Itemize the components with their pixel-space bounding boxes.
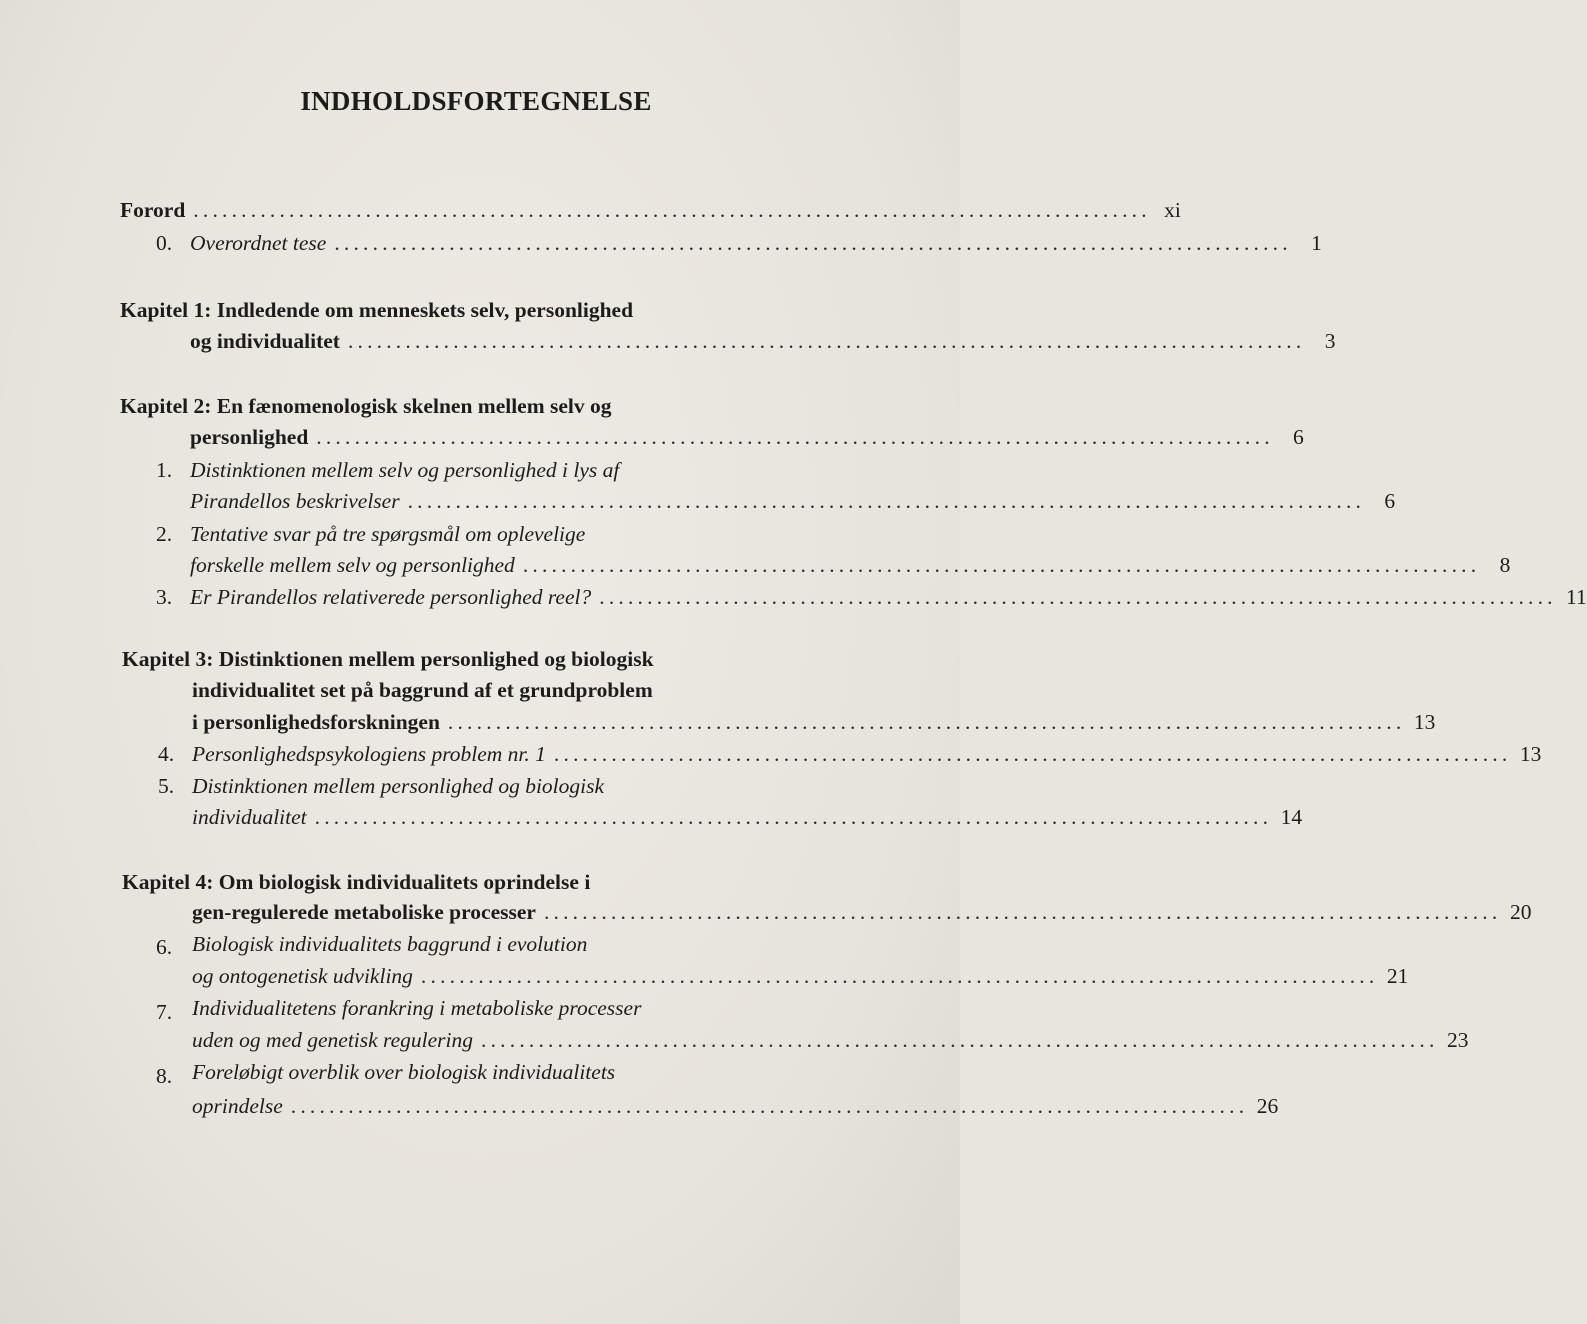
dot-leader: .................................................................................................... bbox=[543, 900, 1502, 924]
toc-chapter-title-line3: i personlighedsforskningen bbox=[192, 710, 440, 734]
toc-entry-label-line1: Distinktionen mellem selv og personlighed i lys af bbox=[190, 458, 620, 482]
toc-page-number: 13 bbox=[1519, 742, 1542, 766]
dot-leader: .................................................................................................... bbox=[347, 329, 1306, 353]
toc-entry-label-line2: oprindelse bbox=[192, 1094, 283, 1118]
dot-leader: .................................................................................................... bbox=[553, 742, 1512, 766]
toc-chapter-title-line1: Kapitel 3: Distinktionen mellem personlighed og biologisk bbox=[122, 647, 654, 671]
toc-chapter-3[interactable] bbox=[122, 645, 830, 673]
toc-entry-label-line1: Biologisk individualitets baggrund i evolution bbox=[192, 932, 588, 956]
toc-chapter-title-line1: Kapitel 4: Om biologisk individualitets oprindelse i bbox=[122, 870, 591, 894]
dot-leader: .................................................................................................... bbox=[420, 964, 1379, 988]
toc-entry-1-line2[interactable] bbox=[190, 487, 1396, 515]
toc-entry-label-line1: Individualitetens forankring i metaboliske processer bbox=[192, 996, 642, 1020]
toc-page-number: 21 bbox=[1386, 964, 1409, 988]
toc-chapter-1-line2[interactable] bbox=[190, 327, 1336, 355]
toc-page-number: 13 bbox=[1413, 710, 1436, 734]
toc-entry-forord[interactable] bbox=[120, 196, 1181, 224]
toc-entry-7[interactable] bbox=[192, 994, 830, 1022]
toc-entry-number: 8. bbox=[156, 1064, 173, 1088]
dot-leader: .................................................................................................... bbox=[447, 710, 1406, 734]
dot-leader: .................................................................................................... bbox=[407, 489, 1366, 513]
dot-leader: .................................................................................................... bbox=[314, 805, 1273, 829]
toc-entry-label-line2: Pirandellos beskrivelser bbox=[190, 489, 400, 513]
toc-entry-label-line2: og ontogenetisk udvikling bbox=[192, 964, 413, 988]
dot-leader: .................................................................................................... bbox=[599, 585, 1557, 609]
toc-entry-2-line2[interactable] bbox=[190, 551, 1511, 579]
toc-page-number: 26 bbox=[1256, 1094, 1279, 1118]
toc-chapter-title-line1: Kapitel 1: Indledende om menneskets selv, personlighed bbox=[120, 298, 634, 322]
toc-chapter-4-line2[interactable] bbox=[192, 898, 1532, 926]
toc-page-number: 14 bbox=[1280, 805, 1303, 829]
toc-chapter-3-line3[interactable] bbox=[192, 708, 1436, 736]
toc-entry-5-line2[interactable] bbox=[192, 803, 1303, 831]
toc-entry-label: Personlighedspsykologiens problem nr. 1 bbox=[192, 742, 546, 766]
toc-entry-label-line1: Tentative svar på tre spørgsmål om oplevelige bbox=[190, 522, 586, 546]
dot-leader: .................................................................................................... bbox=[481, 1028, 1439, 1052]
toc-entry-number: 5. bbox=[158, 774, 175, 798]
toc-entry-label: Forord bbox=[120, 198, 186, 222]
toc-page-number: 6 bbox=[1384, 489, 1396, 513]
toc-entry-6[interactable] bbox=[192, 930, 830, 958]
toc-entry-2[interactable] bbox=[190, 520, 830, 548]
toc-entry-3[interactable] bbox=[190, 583, 1587, 611]
toc-chapter-4[interactable] bbox=[122, 868, 830, 896]
dot-leader: .................................................................................................... bbox=[522, 553, 1481, 577]
toc-entry-4[interactable] bbox=[192, 740, 1542, 768]
toc-page-number: 11 bbox=[1566, 585, 1587, 609]
toc-chapter-3-line2[interactable] bbox=[192, 676, 830, 704]
page-title: INDHOLDSFORTEGNELSE bbox=[300, 86, 652, 116]
toc-entry-number: 3. bbox=[156, 585, 173, 609]
toc-entry-label-line2: individualitet bbox=[192, 805, 307, 829]
toc-chapter-title-line1: Kapitel 2: En fænomenologisk skelnen mellem selv og bbox=[120, 394, 612, 418]
toc-entry-label: Er Pirandellos relativerede personlighed reel? bbox=[190, 585, 592, 609]
toc-entry-6-line2[interactable] bbox=[192, 962, 1409, 990]
toc-entry-1[interactable] bbox=[190, 456, 830, 484]
toc-entry-label: Overordnet tese bbox=[190, 231, 327, 255]
toc-entry-label-line1: Foreløbigt overblik over biologisk individualitets bbox=[192, 1060, 616, 1084]
toc-page-number: 6 bbox=[1293, 425, 1304, 449]
toc-page-number: 3 bbox=[1324, 329, 1336, 353]
toc-chapter-title-line2: og individualitet bbox=[190, 329, 340, 353]
toc-entry-label-line1: Distinktionen mellem personlighed og biologisk bbox=[192, 774, 605, 798]
dot-leader: .................................................................................................... bbox=[334, 231, 1292, 255]
toc-entry-number: 2. bbox=[156, 522, 173, 546]
toc-entry-label-line2: forskelle mellem selv og personlighed bbox=[190, 553, 515, 577]
toc-chapter-2-line2[interactable] bbox=[190, 423, 1304, 451]
toc-chapter-2[interactable] bbox=[120, 392, 830, 420]
dot-leader: .................................................................................................... bbox=[290, 1094, 1249, 1118]
toc-entry-number: 1. bbox=[156, 458, 173, 482]
toc-entry-8-line2[interactable] bbox=[192, 1092, 1279, 1120]
toc-entry-label-line2: uden og med genetisk regulering bbox=[192, 1028, 474, 1052]
toc-chapter-1[interactable] bbox=[120, 296, 830, 324]
toc-entry-8[interactable] bbox=[192, 1058, 830, 1086]
dot-leader: .................................................................................................... bbox=[193, 198, 1151, 222]
toc-chapter-title-line2: individualitet set på baggrund af et grundproblem bbox=[192, 678, 653, 702]
toc-chapter-title-line2: gen-regulerede metaboliske processer bbox=[192, 900, 536, 924]
toc-entry-0[interactable] bbox=[190, 229, 1322, 257]
toc-entry-number: 7. bbox=[156, 1000, 173, 1024]
toc-entry-number: 6. bbox=[156, 935, 173, 959]
toc-page-number: 8 bbox=[1499, 553, 1511, 577]
toc-entry-number: 0. bbox=[156, 231, 173, 255]
toc-page-number: 23 bbox=[1447, 1028, 1469, 1052]
toc-entry-number: 4. bbox=[158, 742, 175, 766]
dot-leader: .................................................................................................... bbox=[316, 425, 1274, 449]
toc-chapter-title-line2: personlighed bbox=[190, 425, 309, 449]
toc-page-number: 1 bbox=[1311, 231, 1322, 255]
toc-page-number: xi bbox=[1164, 198, 1181, 222]
toc-entry-5[interactable] bbox=[192, 772, 830, 800]
toc-page-number: 20 bbox=[1509, 900, 1532, 924]
toc-entry-7-line2[interactable] bbox=[192, 1026, 1469, 1054]
